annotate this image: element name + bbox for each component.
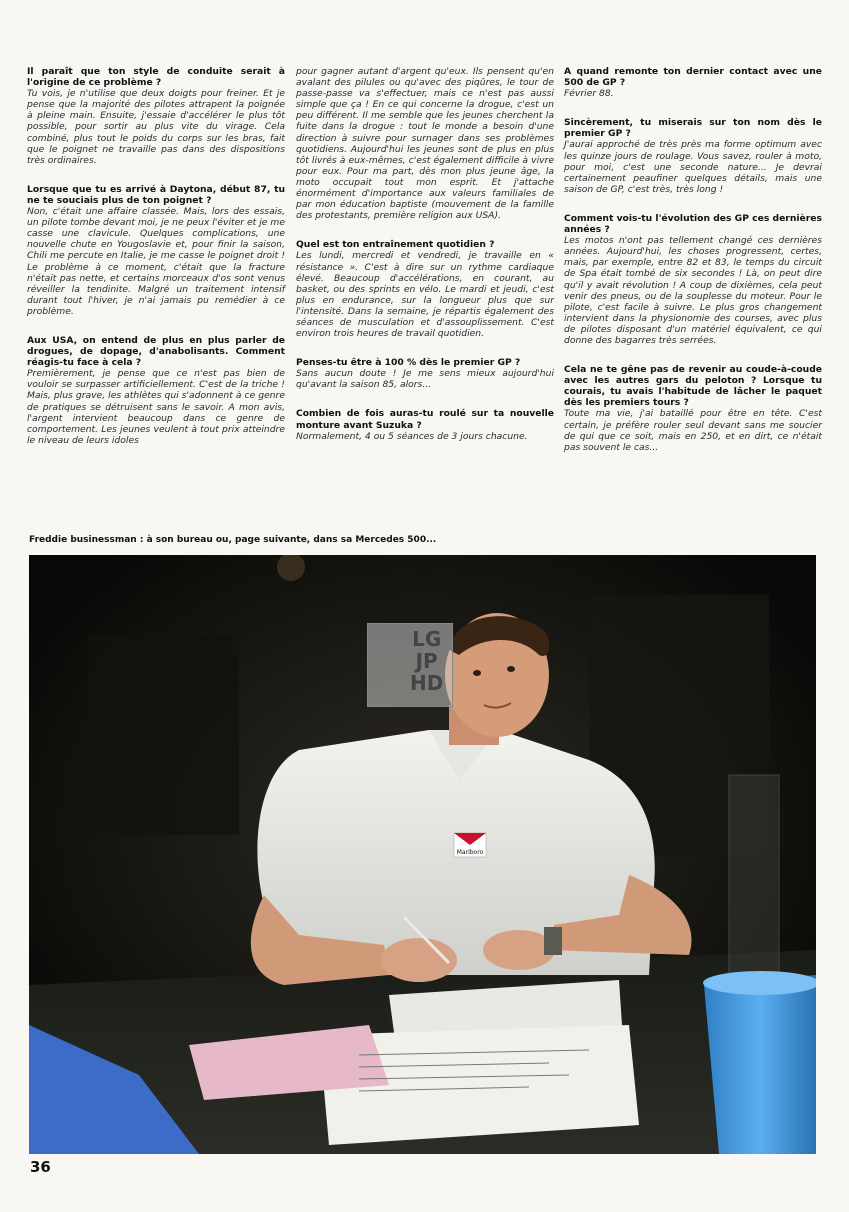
qa-block xyxy=(564,213,822,346)
question: Combien de fois auras-tu roulé sur ta nouvelle monture avant Suzuka ? xyxy=(296,408,554,431)
answer: Premièrement, je pense que ce n'est pas bien de vouloir se surpasser artificiellement. C'est de la triche ! Mais, plus grave, les athlètes qui s'adonnent à ce genre de pratiques se détruisent sans le savoir. A mon avis, l'argent intervient beaucoup dans ce genre de comportement. Les jeunes veulent à tout prix atteindre le niveau de leurs idoles xyxy=(27,368,285,446)
answer: J'aurai approché de très près ma forme optimum avec les quinze jours de roulage. Vous savez, rouler à moto, pour moi, c'est une seconde nature... Je devrai certainement peaufiner quelques détails, mais une saison de GP, c'est très, très long ! xyxy=(564,139,822,195)
answer: Normalement, 4 ou 5 séances de 3 jours chacune. xyxy=(296,430,528,442)
answer: Sans aucun doute ! Je me sens mieux aujourd'hui qu'avant la saison 85, alors... xyxy=(296,368,554,391)
photo xyxy=(29,555,816,1154)
answer: Février 88. xyxy=(564,88,614,100)
watermark xyxy=(367,623,453,707)
qa-block xyxy=(564,66,822,99)
qa-block xyxy=(296,357,554,390)
qa-block xyxy=(27,66,285,166)
qa-block xyxy=(296,239,554,339)
question: Lorsque que tu es arrivé à Daytona, début 87, tu ne te souciais plus de ton poignet ? xyxy=(27,183,285,206)
question: Il paraît que ton style de conduite serait à l'origine de ce problème ? xyxy=(27,66,285,89)
answer: Toute ma vie, j'ai bataillé pour être en tête. C'est certain, je préfère rouler seul devant sans me soucier de qui que ce soit, mais en 250, et en dirt, ce n'était pas souvent le cas... xyxy=(564,408,822,453)
qa-block xyxy=(27,184,285,317)
article-column-3 xyxy=(564,66,822,453)
question: Quel est ton entraînement quotidien ? xyxy=(296,239,495,251)
qa-block xyxy=(564,117,822,195)
qa-block xyxy=(296,408,554,441)
answer-continuation: pour gagner autant d'argent qu'eux. Ils pensent qu'en avalant des pilules ou qu'avec des piqûres, le tour de passe-passe va s'effectuer, mais ce n'est pas aussi simple que ça ! En ce qui concerne la drogue, c'est un peu différent. Il me semble que les jeunes cherchent la fuite dans la drogue : tout le monde a besoin d'une direction à suivre pour surnager dans ses problèmes quotidiens. Aujourd'hui les jeunes sont de plus en plus tôt livrés à eux-mêmes, c'est également difficile à vivre pour eux. Pour ma part, dès mon plus jeune âge, la moto occupait tout mon esprit. Et j'attache énormément d'importance aux valeurs familiales de par mon éducation baptiste (mouvement de la famille des protestants, première religion aux USA). xyxy=(296,66,554,222)
question: Comment vois-tu l'évolution des GP ces dernières années ? xyxy=(564,212,822,236)
photo-caption: Freddie businessman : à son bureau ou, page suivante, dans sa Mercedes 500... xyxy=(29,535,437,545)
article-column-2 xyxy=(296,66,554,442)
question: Sincèrement, tu miserais sur ton nom dès le premier GP ? xyxy=(564,117,822,140)
answer: Les motos n'ont pas tellement changé ces dernières années. Aujourd'hui, les choses progressent, certes, mais, par exemple, entre 82 et 83, le temps du circuit de Spa était tombé de six secondes ! Là, on peut dire qu'il y avait révolution ! A coup de dixièmes, cela peut venir des pneus, ou de la souplesse du moteur. Pour le pilote, c'est facile à suivre. Le plus gros changement intervient dans la physionomie des courses, avec plus de pilotes disposant d'un matériel équivalent, ce qui donne des bagarres très serrées. xyxy=(564,235,822,346)
answer: Non, c'était une affaire classée. Mais, lors des essais, un pilote tombe devant moi, je ne peux l'éviter et je me casse une clavicule. Quelques complications, une nouvelle chute en Yougoslavie et, pour finir la saison, Chili me percute en Italie, je me casse le poignet droit ! Le problème à ce moment, c'était que la fracture n'était pas nette, et certains morceaux d'os sont venus réveiller la tendinite. Malgré un traitement intensif durant tout l'hiver, je n'ai jamais pu remédier à ce problème. xyxy=(27,206,285,317)
shirt-logo: Marlboro xyxy=(456,849,484,856)
page-number: 36 xyxy=(30,1158,51,1176)
answer: Tu vois, je n'utilise que deux doigts pour freiner. Et je pense que la majorité des pilotes attrapent la poignée à pleine main. Ensuite, j'essaie d'accélérer le plus tôt possible, pour sortir au plus vite du virage. Cela combiné, plus tout le poids du corps sur les bras, fait que le poignet ne travaille pas dans des dispositions très ordinaires. xyxy=(27,88,285,166)
question: A quand remonte ton dernier contact avec une 500 de GP ? xyxy=(564,66,822,89)
question: Cela ne te gêne pas de revenir au coude-à-coude avec les autres gars du peloton ? Lorsque tu courais, tu avais l'habitude de lâcher le paquet dès les premiers tours ? xyxy=(564,364,822,409)
watermark-text: LG JP HD xyxy=(410,627,444,695)
question: Aux USA, on entend de plus en plus parler de drogues, de dopage, d'anabolisants. Comment réagis-tu face à cela ? xyxy=(27,334,285,369)
article-column-1 xyxy=(27,66,285,446)
question: Penses-tu être à 100 % dès le premier GP ? xyxy=(296,357,521,369)
qa-block xyxy=(564,364,822,453)
answer: Les lundi, mercredi et vendredi, je travaille en « résistance ». C'est à dire sur un rythme cardiaque élevé. Beaucoup d'accélérations, en courant, au basket, ou des sprints en vélo. Le mardi et jeudi, c'est plus en endurance, sur la longueur plus que sur l'intensité. Dans la semaine, je répartis également des séances de musculation et d'assouplissement. C'est environ trois heures de travail quotidien. xyxy=(296,250,554,340)
qa-block xyxy=(27,335,285,446)
